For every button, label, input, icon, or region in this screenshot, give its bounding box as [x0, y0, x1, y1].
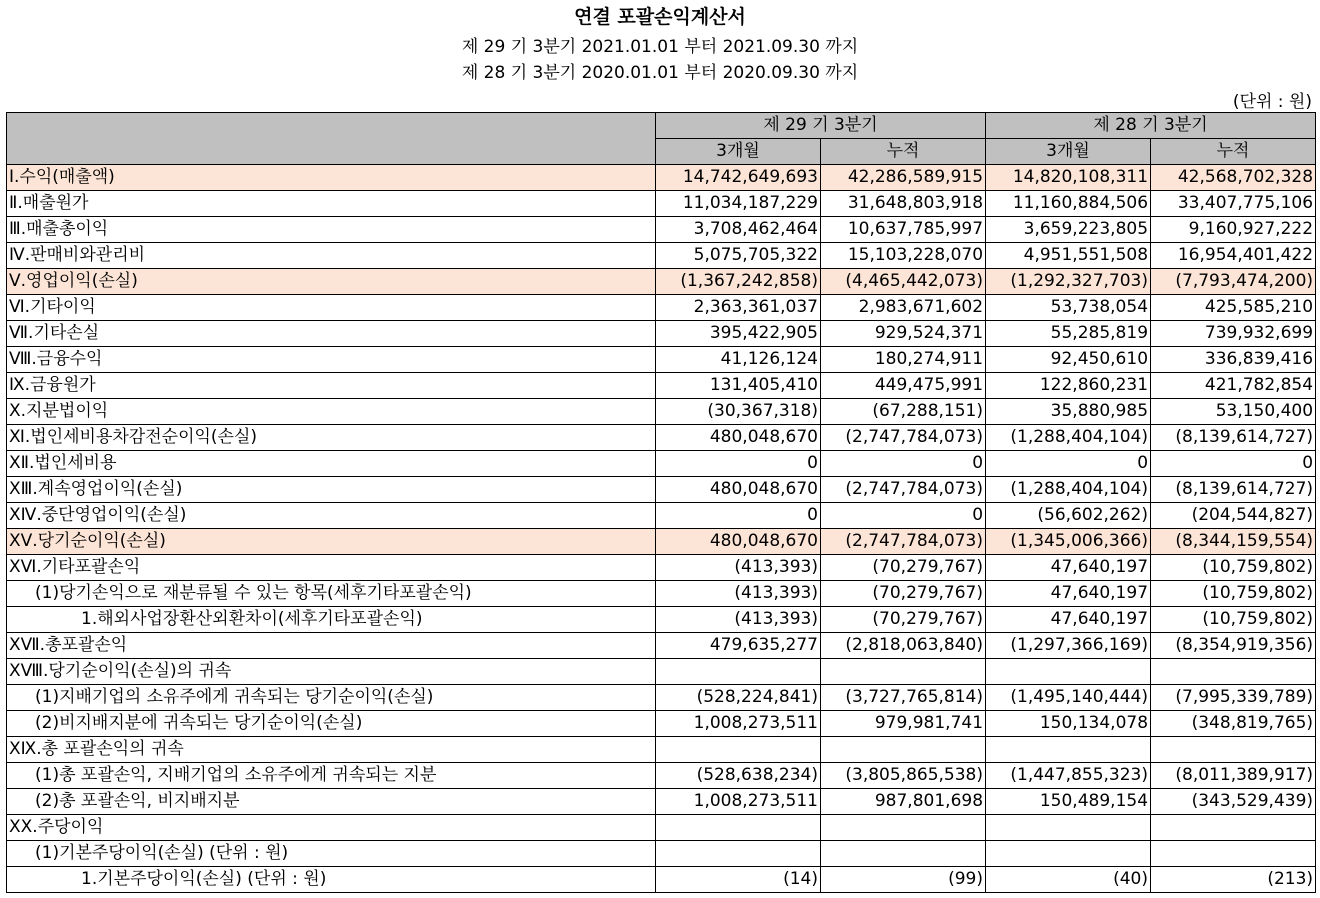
value-cell: 11,034,187,229	[656, 191, 821, 217]
value-cell: (70,279,767)	[821, 581, 986, 607]
value-cell: 53,150,400	[1151, 399, 1316, 425]
value-cell: 0	[986, 451, 1151, 477]
value-cell: 31,648,803,918	[821, 191, 986, 217]
table-row	[7, 581, 1316, 607]
value-cell: 42,568,702,328	[1151, 165, 1316, 191]
value-cell	[986, 659, 1151, 685]
header-label-cell	[7, 113, 656, 165]
value-cell: (8,344,159,554)	[1151, 529, 1316, 555]
value-cell: 449,475,991	[821, 373, 986, 399]
row-label: XX.주당이익	[7, 815, 656, 841]
table-row	[7, 789, 1316, 815]
row-label: (1)총 포괄손익, 지배기업의 소유주에게 귀속되는 지분	[7, 763, 656, 789]
value-cell: 14,820,108,311	[986, 165, 1151, 191]
table-row	[7, 607, 1316, 633]
value-cell	[1151, 841, 1316, 867]
row-label: XⅤ.당기순이익(손실)	[7, 529, 656, 555]
value-cell: 480,048,670	[656, 425, 821, 451]
value-cell: (10,759,802)	[1151, 555, 1316, 581]
row-label: XⅧ.당기순이익(손실)의 귀속	[7, 659, 656, 685]
table-row	[7, 659, 1316, 685]
header-row-1	[7, 113, 1316, 139]
row-label: XⅥ.기타포괄손익	[7, 555, 656, 581]
row-label: (1)지배기업의 소유주에게 귀속되는 당기순이익(손실)	[7, 685, 656, 711]
value-cell: 41,126,124	[656, 347, 821, 373]
value-cell: 3,708,462,464	[656, 217, 821, 243]
table-row	[7, 295, 1316, 321]
value-cell: 479,635,277	[656, 633, 821, 659]
table-row	[7, 815, 1316, 841]
table-row	[7, 555, 1316, 581]
value-cell: (2,818,063,840)	[821, 633, 986, 659]
row-label: (1)기본주당이익(손실) (단위 : 원)	[7, 841, 656, 867]
header-cumulative: 누적	[1151, 139, 1316, 165]
row-label: XⅡ.법인세비용	[7, 451, 656, 477]
table-row	[7, 841, 1316, 867]
table-row	[7, 867, 1316, 893]
value-cell: (1,288,404,104)	[986, 477, 1151, 503]
value-cell: (8,354,919,356)	[1151, 633, 1316, 659]
value-cell: 47,640,197	[986, 555, 1151, 581]
table-row	[7, 425, 1316, 451]
row-label: (2)총 포괄손익, 비지배지분	[7, 789, 656, 815]
table-row	[7, 165, 1316, 191]
value-cell: (528,638,234)	[656, 763, 821, 789]
value-cell: (99)	[821, 867, 986, 893]
value-cell: 3,659,223,805	[986, 217, 1151, 243]
value-cell: (3,805,865,538)	[821, 763, 986, 789]
value-cell: 987,801,698	[821, 789, 986, 815]
value-cell: 5,075,705,322	[656, 243, 821, 269]
row-label: (1)당기손익으로 재분류될 수 있는 항목(세후기타포괄손익)	[7, 581, 656, 607]
table-row	[7, 737, 1316, 763]
table-row	[7, 373, 1316, 399]
header-3months: 3개월	[656, 139, 821, 165]
table-row	[7, 243, 1316, 269]
value-cell: 425,585,210	[1151, 295, 1316, 321]
value-cell	[1151, 815, 1316, 841]
value-cell: (1,345,006,366)	[986, 529, 1151, 555]
value-cell: 47,640,197	[986, 607, 1151, 633]
table-row	[7, 477, 1316, 503]
value-cell	[656, 659, 821, 685]
table-row	[7, 347, 1316, 373]
header-cumulative: 누적	[821, 139, 986, 165]
header-period-29: 제 29 기 3분기	[656, 113, 986, 139]
value-cell: 979,981,741	[821, 711, 986, 737]
table-body	[7, 165, 1316, 893]
row-label: Ⅺ.법인세비용차감전순이익(손실)	[7, 425, 656, 451]
value-cell	[986, 737, 1151, 763]
value-cell: 929,524,371	[821, 321, 986, 347]
table-row	[7, 763, 1316, 789]
value-cell: (8,139,614,727)	[1151, 425, 1316, 451]
value-cell: 10,637,785,997	[821, 217, 986, 243]
value-cell	[821, 737, 986, 763]
value-cell: 0	[656, 503, 821, 529]
row-label: (2)비지배지분에 귀속되는 당기순이익(손실)	[7, 711, 656, 737]
value-cell: 395,422,905	[656, 321, 821, 347]
value-cell: 480,048,670	[656, 529, 821, 555]
value-cell: (40)	[986, 867, 1151, 893]
value-cell: 53,738,054	[986, 295, 1151, 321]
value-cell: (1,367,242,858)	[656, 269, 821, 295]
prior-period: 제 28 기 3분기 2020.01.01 부터 2020.09.30 까지	[461, 63, 859, 83]
value-cell: 92,450,610	[986, 347, 1151, 373]
value-cell: (528,224,841)	[656, 685, 821, 711]
value-cell: 0	[656, 451, 821, 477]
value-cell: (3,727,765,814)	[821, 685, 986, 711]
row-label: Ⅵ.기타이익	[7, 295, 656, 321]
value-cell: (7,995,339,789)	[1151, 685, 1316, 711]
row-label: 1.기본주당이익(손실) (단위 : 원)	[7, 867, 656, 893]
table-row	[7, 711, 1316, 737]
header-3months: 3개월	[986, 139, 1151, 165]
row-label: XⅣ.중단영업이익(손실)	[7, 503, 656, 529]
value-cell: (10,759,802)	[1151, 581, 1316, 607]
value-cell: (14)	[656, 867, 821, 893]
table-row	[7, 399, 1316, 425]
value-cell: (10,759,802)	[1151, 607, 1316, 633]
value-cell: (2,747,784,073)	[821, 529, 986, 555]
table-row	[7, 503, 1316, 529]
value-cell: (413,393)	[656, 581, 821, 607]
value-cell: (2,747,784,073)	[821, 477, 986, 503]
value-cell: 180,274,911	[821, 347, 986, 373]
value-cell	[1151, 659, 1316, 685]
value-cell	[656, 737, 821, 763]
value-cell: 480,048,670	[656, 477, 821, 503]
value-cell: 2,363,361,037	[656, 295, 821, 321]
value-cell	[1151, 737, 1316, 763]
value-cell: 131,405,410	[656, 373, 821, 399]
value-cell: (70,279,767)	[821, 607, 986, 633]
value-cell: 150,134,078	[986, 711, 1151, 737]
value-cell: 150,489,154	[986, 789, 1151, 815]
value-cell: 4,951,551,508	[986, 243, 1151, 269]
table-row	[7, 217, 1316, 243]
value-cell	[656, 815, 821, 841]
value-cell: (30,367,318)	[656, 399, 821, 425]
value-cell: 11,160,884,506	[986, 191, 1151, 217]
value-cell: (413,393)	[656, 555, 821, 581]
value-cell: 42,286,589,915	[821, 165, 986, 191]
table-row	[7, 685, 1316, 711]
value-cell: (4,465,442,073)	[821, 269, 986, 295]
table-row	[7, 191, 1316, 217]
row-label: XⅨ.총 포괄손익의 귀속	[7, 737, 656, 763]
income-statement-table	[6, 112, 1316, 893]
value-cell: 14,742,649,693	[656, 165, 821, 191]
row-label: Ⅴ.영업이익(손실)	[7, 269, 656, 295]
row-label: Ⅲ.매출총이익	[7, 217, 656, 243]
value-cell	[656, 841, 821, 867]
value-cell: (348,819,765)	[1151, 711, 1316, 737]
value-cell: (8,011,389,917)	[1151, 763, 1316, 789]
value-cell: 421,782,854	[1151, 373, 1316, 399]
value-cell: 0	[821, 451, 986, 477]
row-label: Ⅹ.지분법이익	[7, 399, 656, 425]
value-cell: (343,529,439)	[1151, 789, 1316, 815]
row-label: XⅦ.총포괄손익	[7, 633, 656, 659]
value-cell: (1,447,855,323)	[986, 763, 1151, 789]
value-cell: 16,954,401,422	[1151, 243, 1316, 269]
value-cell: 55,285,819	[986, 321, 1151, 347]
value-cell: (1,297,366,169)	[986, 633, 1151, 659]
header-period-28: 제 28 기 3분기	[986, 113, 1316, 139]
row-label: 1.해외사업장환산외환차이(세후기타포괄손익)	[7, 607, 656, 633]
row-label: Ⅰ.수익(매출액)	[7, 165, 656, 191]
row-label: Ⅷ.금융수익	[7, 347, 656, 373]
value-cell: 33,407,775,106	[1151, 191, 1316, 217]
value-cell: 9,160,927,222	[1151, 217, 1316, 243]
value-cell: (7,793,474,200)	[1151, 269, 1316, 295]
value-cell	[821, 841, 986, 867]
value-cell: (1,495,140,444)	[986, 685, 1151, 711]
row-label: Ⅱ.매출원가	[7, 191, 656, 217]
row-label: Ⅳ.판매비와관리비	[7, 243, 656, 269]
value-cell: (213)	[1151, 867, 1316, 893]
value-cell: (8,139,614,727)	[1151, 477, 1316, 503]
value-cell: 0	[821, 503, 986, 529]
value-cell: 1,008,273,511	[656, 711, 821, 737]
row-label: XⅢ.계속영업이익(손실)	[7, 477, 656, 503]
value-cell: (413,393)	[656, 607, 821, 633]
unit-label: (단위 : 원)	[1232, 92, 1312, 112]
value-cell: 0	[1151, 451, 1316, 477]
row-label: Ⅶ.기타손실	[7, 321, 656, 347]
statement-title: 연결 포괄손익계산서	[574, 6, 746, 28]
current-period: 제 29 기 3분기 2021.01.01 부터 2021.09.30 까지	[461, 37, 859, 57]
value-cell: (56,602,262)	[986, 503, 1151, 529]
value-cell: 35,880,985	[986, 399, 1151, 425]
value-cell	[986, 841, 1151, 867]
value-cell	[821, 815, 986, 841]
value-cell: (67,288,151)	[821, 399, 986, 425]
table-row	[7, 321, 1316, 347]
value-cell: 47,640,197	[986, 581, 1151, 607]
table-row	[7, 529, 1316, 555]
value-cell: 15,103,228,070	[821, 243, 986, 269]
table-row	[7, 633, 1316, 659]
value-cell: (1,292,327,703)	[986, 269, 1151, 295]
table-row	[7, 451, 1316, 477]
value-cell	[986, 815, 1151, 841]
value-cell: (70,279,767)	[821, 555, 986, 581]
table-row	[7, 269, 1316, 295]
value-cell: 336,839,416	[1151, 347, 1316, 373]
value-cell: 1,008,273,511	[656, 789, 821, 815]
value-cell	[821, 659, 986, 685]
value-cell: (204,544,827)	[1151, 503, 1316, 529]
value-cell: (2,747,784,073)	[821, 425, 986, 451]
value-cell: 122,860,231	[986, 373, 1151, 399]
value-cell: (1,288,404,104)	[986, 425, 1151, 451]
row-label: Ⅸ.금융원가	[7, 373, 656, 399]
value-cell: 739,932,699	[1151, 321, 1316, 347]
value-cell: 2,983,671,602	[821, 295, 986, 321]
